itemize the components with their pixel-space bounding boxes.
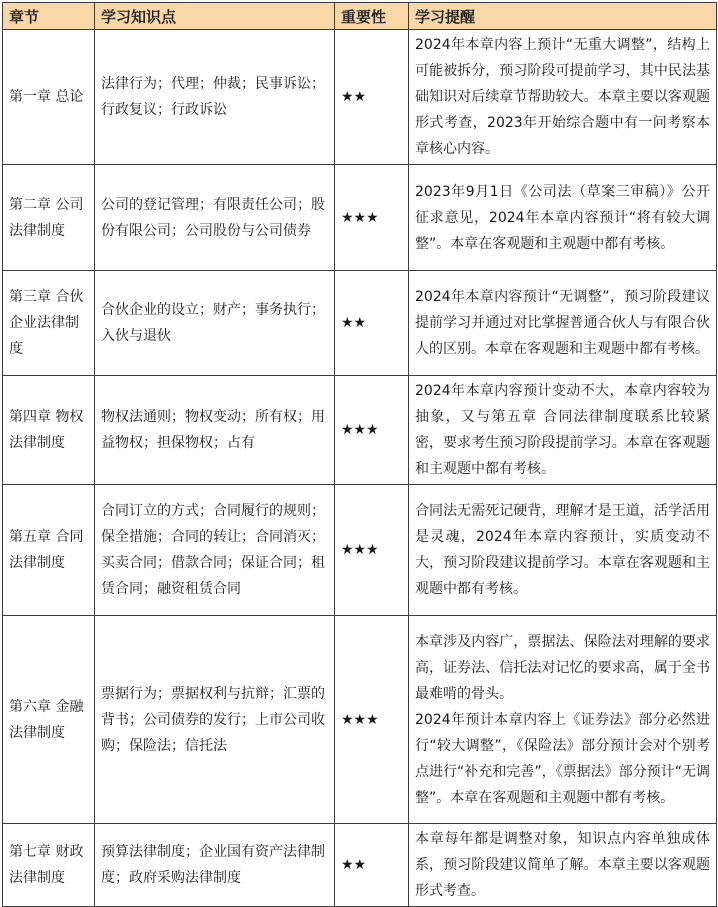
study-tip-paragraph: 2024年本章内容预计“无调整”，预习阶段建议提前学习并通过对比掌握普通合伙人与有限合伙人的区别。本章在客观题和主观题中都有考核。 (415, 289, 710, 357)
knowledge-points-cell: 物权法通则；物权变动；所有权；用益物权；担保物权；占有 (95, 376, 335, 485)
importance-stars: ★★★ (335, 485, 409, 616)
table-row (3, 616, 717, 824)
chapter-cell: 第三章 合伙企业法律制度 (3, 271, 95, 376)
header-row (3, 3, 717, 30)
table-row (3, 824, 717, 907)
study-tip-paragraph: 本章涉及内容广，票据法、保险法对理解的要求高，证券法、信托法对记忆的要求高，属于全书最难啃的骨头。 (415, 633, 710, 702)
chapter-cell: 第四章 物权法律制度 (3, 376, 95, 485)
header-study-tips: 学习提醒 (409, 3, 717, 30)
study-tip-paragraph: 2024年本章内容预计变动不大，本章内容较为抽象，又与第五章 合同法律制度联系比较紧密，要求考生预习阶段提前学习。本章在客观题和主观题中都有考核。 (415, 383, 710, 477)
study-tip-paragraph: 合同法无需死记硬背，理解才是王道，活学活用是灵魂，2024年本章内容预计，实质变动不大，预习阶段建议提前学习。本章在客观题和主观题中都有考核。 (415, 503, 710, 597)
importance-stars: ★★ (335, 824, 409, 907)
study-tips-cell (409, 824, 717, 907)
table-row (3, 30, 717, 165)
study-tips-cell (409, 485, 717, 616)
table-row (3, 165, 717, 271)
knowledge-points-cell: 法律行为；代理；仲裁；民事诉讼；行政复议；行政诉讼 (95, 30, 335, 165)
knowledge-points-cell: 公司的登记管理；有限责任公司；股份有限公司；公司股份与公司债券 (95, 165, 335, 271)
study-tip-paragraph: 本章每年都是调整对象，知识点内容单独成体系，预习阶段建议简单了解。本章主要以客观题形式考查。 (415, 831, 710, 899)
study-tips-cell (409, 271, 717, 376)
study-tip-paragraph: 2024年预计本章内容上《证券法》部分必然进行“较大调整”，《保险法》部分预计会对个别考点进行“补充和完善”，《票据法》部分预计“无调整”。本章在客观题和主观题中都有考核。 (415, 711, 710, 806)
importance-stars: ★★★ (335, 616, 409, 824)
chapter-cell: 第七章 财政法律制度 (3, 824, 95, 907)
importance-stars: ★★ (335, 271, 409, 376)
chapter-study-table (2, 2, 717, 907)
knowledge-points-cell: 预算法律制度；企业国有资产法律制度；政府采购法律制度 (95, 824, 335, 907)
chapter-cell: 第一章 总论 (3, 30, 95, 165)
chapter-cell: 第六章 金融法律制度 (3, 616, 95, 824)
table-row (3, 485, 717, 616)
header-importance: 重要性 (335, 3, 409, 30)
chapter-cell: 第二章 公司法律制度 (3, 165, 95, 271)
chapter-cell: 第五章 合同法律制度 (3, 485, 95, 616)
study-tips-cell (409, 616, 717, 824)
importance-stars: ★★★ (335, 165, 409, 271)
study-tips-cell (409, 376, 717, 485)
study-tip-paragraph: 2023年9月1日《公司法（草案三审稿）》公开征求意见，2024年本章内容预计“将有较大调整”。本章在客观题和主观题中都有考核。 (415, 183, 710, 252)
knowledge-points-cell: 票据行为；票据权利与抗辩；汇票的背书；公司债券的发行；上市公司收购；保险法；信托法 (95, 616, 335, 824)
header-chapter: 章节 (3, 3, 95, 30)
table-row (3, 271, 717, 376)
study-tips-cell (409, 30, 717, 165)
study-tip-paragraph: 2024年本章内容上预计“无重大调整”，结构上可能被拆分，预习阶段可提前学习，其中民法基础知识对后续章节帮助较大。本章主要以客观题形式考查，2023年开始综合题中有一问考察本章核心内容。 (415, 37, 710, 157)
table-row (3, 376, 717, 485)
header-knowledge-points: 学习知识点 (95, 3, 335, 30)
importance-stars: ★★★ (335, 376, 409, 485)
importance-stars: ★★ (335, 30, 409, 165)
knowledge-points-cell: 合伙企业的设立；财产；事务执行；入伙与退伙 (95, 271, 335, 376)
study-tips-cell (409, 165, 717, 271)
knowledge-points-cell: 合同订立的方式；合同履行的规则；保全措施；合同的转让；合同消灭；买卖合同；借款合同；保证合同；租赁合同；融资租赁合同 (95, 485, 335, 616)
